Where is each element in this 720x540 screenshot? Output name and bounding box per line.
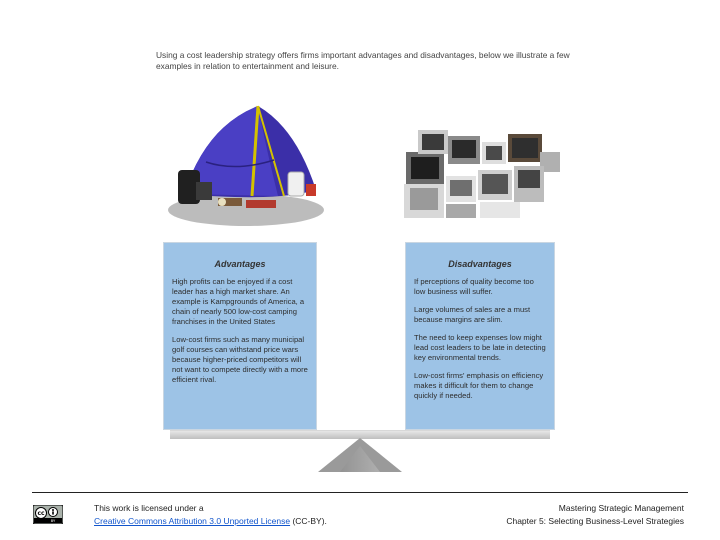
license-text [94,502,327,528]
advantages-card [163,242,317,430]
disadvantages-paragraph: The need to keep expenses low might lead cost leaders to be late in detecting key environmental trends. [414,333,546,362]
advantages-paragraph: High profits can be enjoyed if a cost leader has a high market share. An example is Kampgrounds of America, a chain of nearly 500 low-cost camping franchises in the United States [172,277,305,326]
disadvantages-title: Disadvantages [448,259,512,269]
disadvantages-paragraph: Low-cost firms' emphasis on efficiency makes it difficult for them to change quickly if needed. [414,371,544,400]
license-line [94,515,327,528]
license-link[interactable]: Creative Commons Attribution 3.0 Unported License [94,516,291,526]
course-info [506,502,684,528]
intro-text: Using a cost leadership strategy offers firms important advantages and disadvantages, below we illustrate a few examples in relation to entertainment and leisure. [156,50,570,71]
chapter-title: Chapter 5: Selecting Business-Level Strategies [506,516,684,526]
footer-divider [32,492,688,493]
cc-by-license-icon[interactable] [33,505,63,524]
course-title: Mastering Strategic Management [558,503,684,513]
disadvantages-paragraph: If perceptions of quality become too low business will suffer. [414,277,534,296]
license-prefix: This work is licensed under a [94,503,204,513]
computers-photo [402,122,562,222]
svg-text:cc: cc [37,510,45,518]
advantages-title: Advantages [214,259,266,269]
advantages-paragraph: Low-cost firms such as many municipal golf courses can withstand price wars because higher-priced competitors will not want to compete directly with a more efficient rival. [172,335,308,384]
license-suffix: (CC-BY). [290,516,327,526]
tent-photo [166,98,326,228]
disadvantages-paragraph: Large volumes of sales are a must because margins are slim. [414,305,531,324]
disadvantages-card [405,242,555,430]
badge-text: BY [50,519,56,524]
